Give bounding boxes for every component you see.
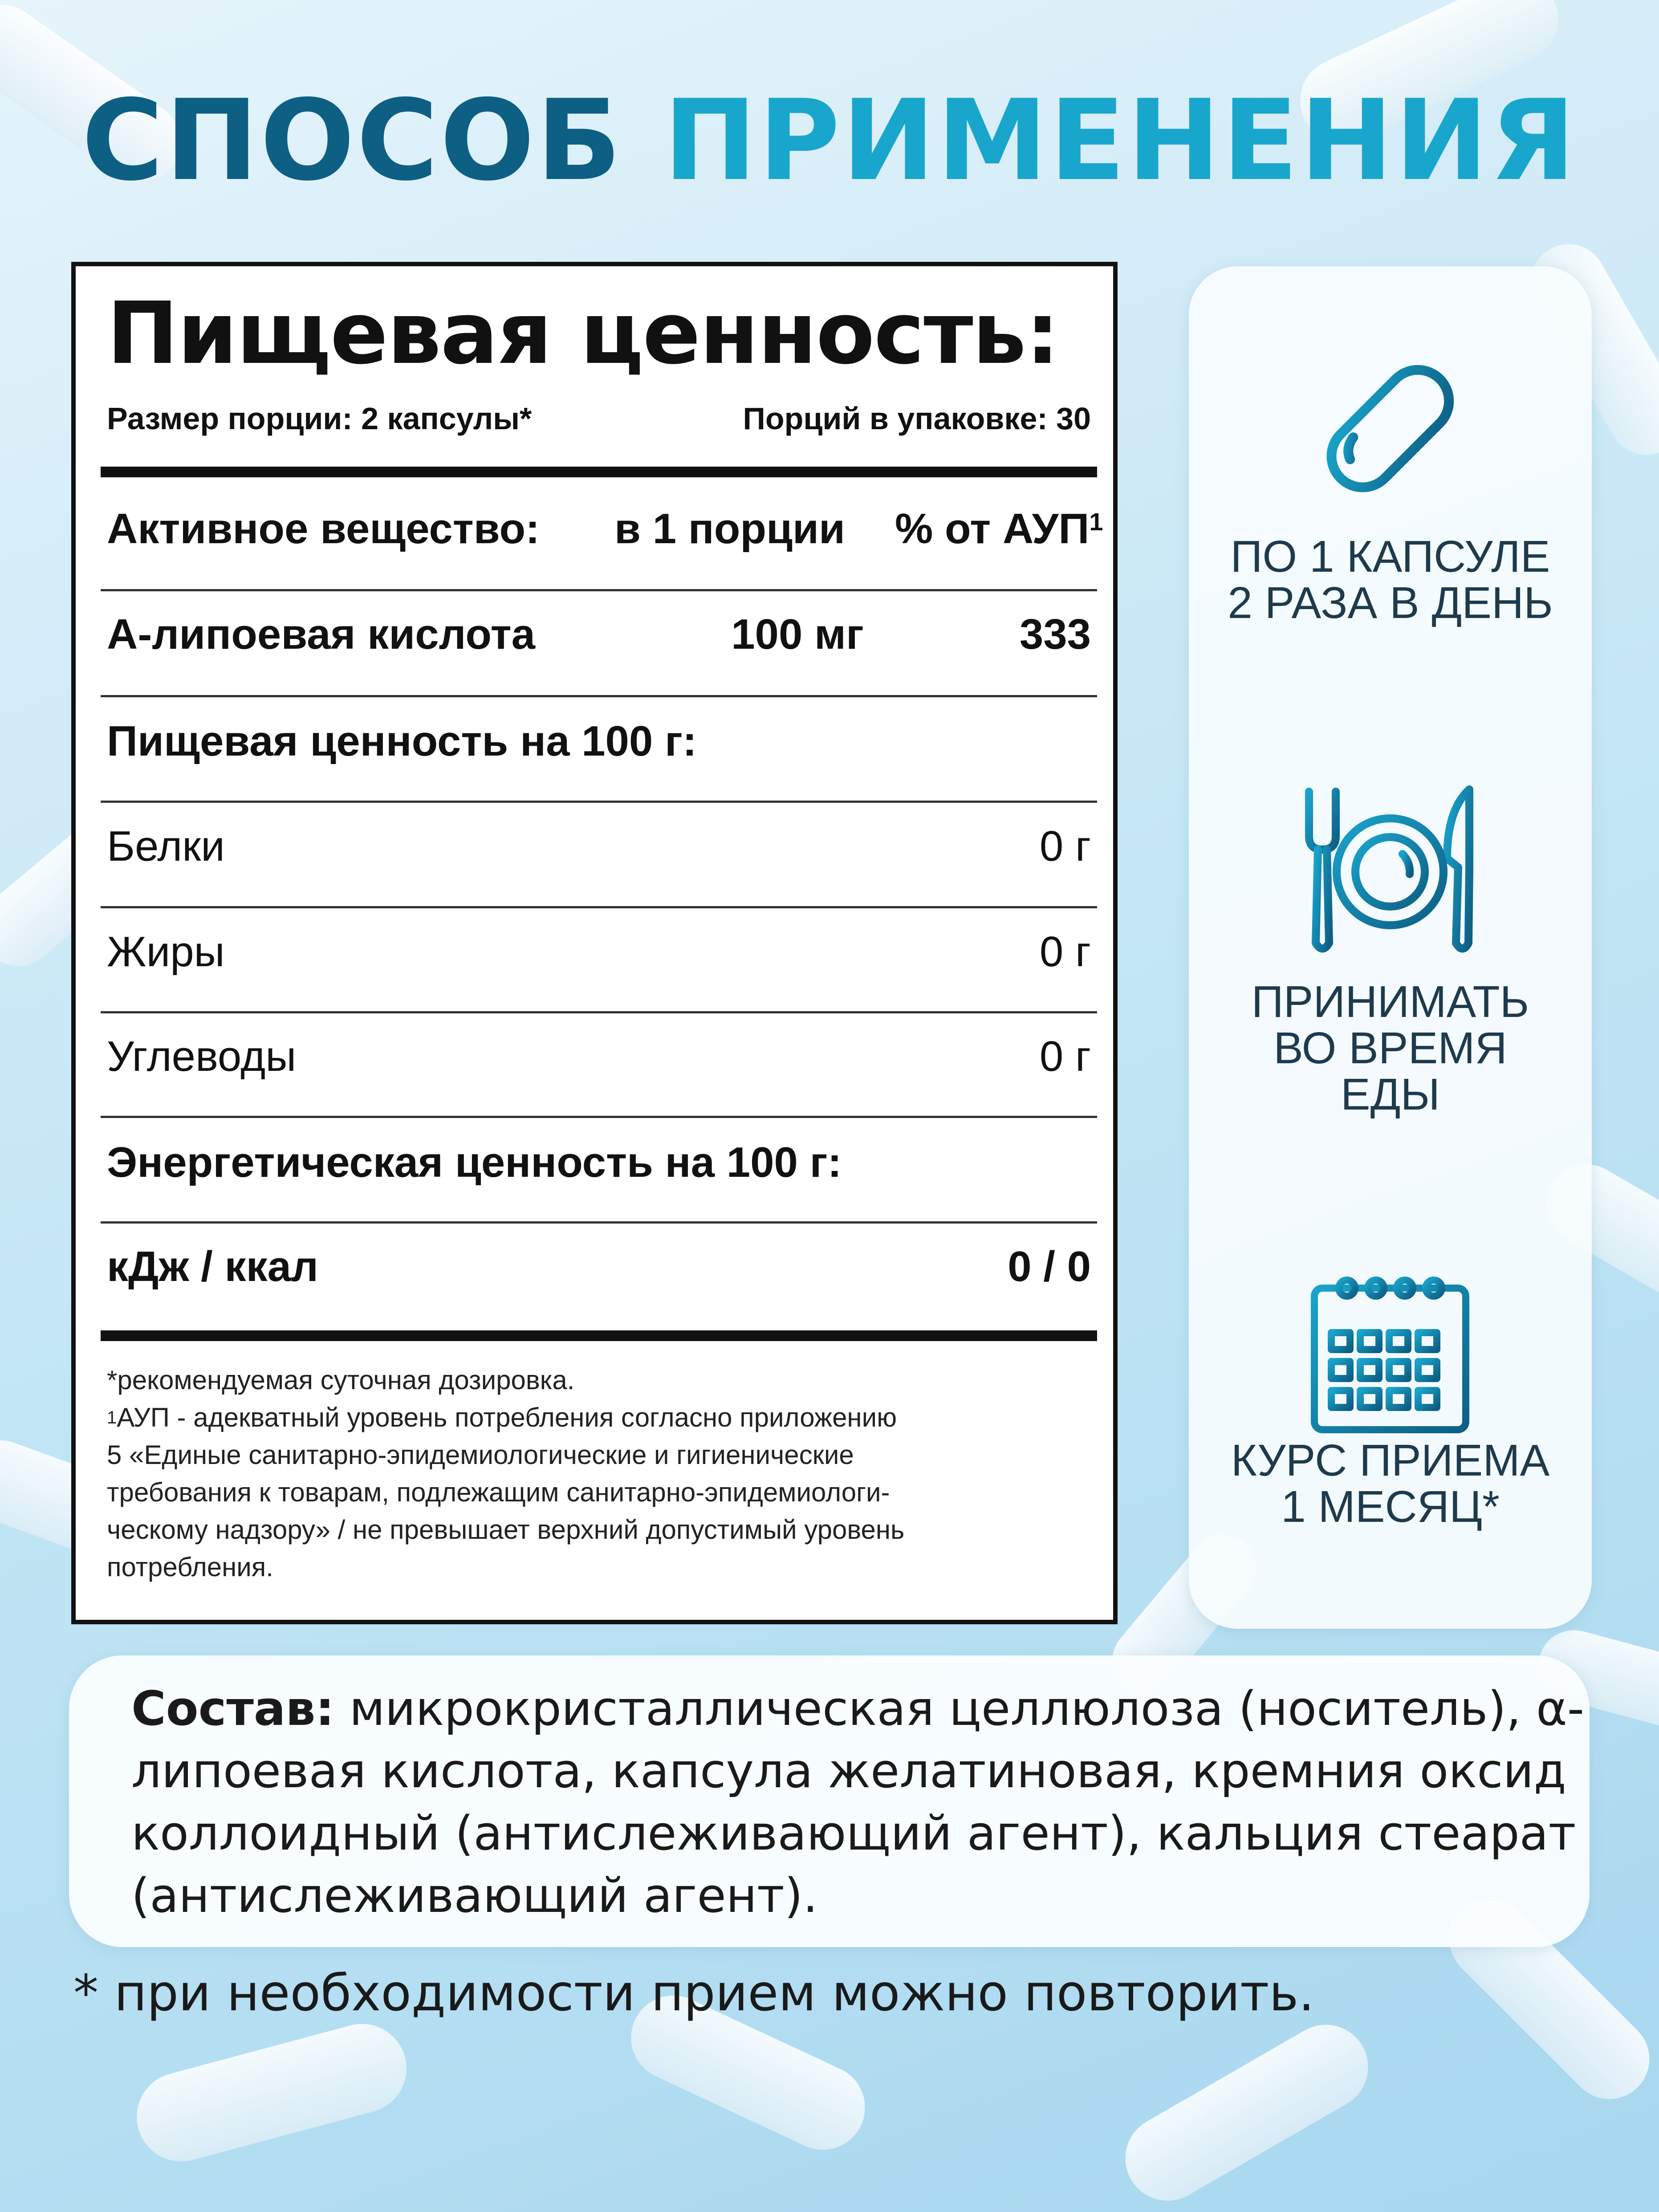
nutrient-name-carbs: Углеводы — [107, 1033, 297, 1080]
divider — [101, 906, 1097, 908]
divider — [101, 1011, 1097, 1013]
servings-per-pack: Порций в упаковке: 30 — [743, 401, 1091, 436]
footnote — [107, 1362, 1091, 1586]
title-part-1: СПОСОБ — [81, 76, 623, 205]
course-line: КУРС ПРИЕМА — [1231, 1435, 1550, 1485]
footnote-line: ческому надзору» / не превышает верхний допустимый уровень — [107, 1515, 905, 1545]
dose-caption — [1189, 533, 1592, 626]
divider-thick — [101, 467, 1097, 477]
course-caption — [1189, 1437, 1592, 1530]
footnote-line: потребления. — [107, 1552, 273, 1582]
composition-line: (антислеживающий агент). — [131, 1868, 818, 1923]
energy-name: кДж / ккал — [107, 1243, 318, 1290]
per100-heading: Пищевая ценность на 100 г: — [107, 717, 697, 765]
plate-cutlery-icon — [1291, 783, 1487, 961]
percent-label: % от АУП — [895, 505, 1090, 553]
composition-label: Состав: — [131, 1681, 334, 1736]
footnote-superscript: 1 — [107, 1408, 117, 1427]
column-header-percent — [895, 504, 1103, 553]
dose-line: ПО 1 КАПСУЛЕ — [1230, 532, 1550, 581]
composition-line — [131, 1678, 1585, 1740]
composition-line: липоевая кислота, капсула желатиновая, кремния оксид — [131, 1744, 1566, 1798]
divider — [101, 801, 1097, 803]
meal-caption — [1189, 979, 1592, 1118]
composition-card — [69, 1655, 1590, 1947]
nutrition-heading: Пищевая ценность: — [107, 284, 1059, 383]
page-title — [0, 76, 1659, 205]
usage-card — [1189, 266, 1592, 1629]
composition-line: коллоидный (антислеживающий агент), кальция стеарат — [131, 1806, 1576, 1861]
nutrient-value-carbs: 0 г — [1039, 1033, 1091, 1080]
active-substance-percent: 333 — [1019, 610, 1091, 658]
composition-text-1: микрокристаллическая целлюлоза (носитель), α- — [334, 1681, 1585, 1736]
nutrient-value-proteins: 0 г — [1039, 822, 1091, 870]
capsule-icon — [1313, 355, 1467, 502]
meal-line: ЕДЫ — [1341, 1069, 1440, 1119]
divider — [101, 1221, 1097, 1224]
active-substance-name: А-липоевая кислота — [107, 610, 535, 658]
active-substance-amount: 100 мг — [731, 610, 864, 658]
calendar-icon — [1309, 1270, 1472, 1435]
nutrition-facts-panel — [71, 262, 1118, 1624]
serving-size: Размер порции: 2 капсулы* — [107, 401, 532, 436]
divider — [101, 1116, 1097, 1118]
nutrient-value-fats: 0 г — [1039, 928, 1091, 976]
footnote-line: требования к товарам, подлежащим санитарно-эпидемиологи- — [107, 1477, 890, 1507]
title-part-2: ПРИМЕНЕНИЯ — [663, 76, 1578, 205]
footnote-line: 5 «Единые санитарно-эпидемиологические и гигиенические — [107, 1440, 854, 1470]
footnote-line — [107, 1399, 1091, 1436]
meal-line: ВО ВРЕМЯ — [1273, 1023, 1507, 1073]
divider — [101, 589, 1097, 591]
repeat-note: * при необходимости прием можно повторить. — [73, 1964, 1314, 2022]
column-header-substance: Активное вещество: — [107, 505, 540, 553]
divider-thick — [101, 1330, 1097, 1341]
meal-line: ПРИНИМАТЬ — [1251, 977, 1529, 1027]
energy-value: 0 / 0 — [1008, 1243, 1091, 1290]
nutrient-name-proteins: Белки — [107, 822, 225, 870]
footnote-line: *рекомендуемая суточная дозировка. — [107, 1365, 575, 1395]
percent-superscript: 1 — [1089, 508, 1103, 536]
course-line: 1 МЕСЯЦ* — [1281, 1482, 1500, 1532]
nutrient-name-fats: Жиры — [107, 928, 225, 976]
energy-heading: Энергетическая ценность на 100 г: — [107, 1139, 842, 1186]
dose-line: 2 РАЗА В ДЕНЬ — [1228, 578, 1553, 628]
footnote-text: АУП - адекватный уровень потребления согласно приложению — [117, 1403, 897, 1432]
column-header-per-serving: в 1 порции — [614, 505, 846, 553]
divider — [101, 695, 1097, 697]
composition-text — [131, 1678, 1585, 1927]
